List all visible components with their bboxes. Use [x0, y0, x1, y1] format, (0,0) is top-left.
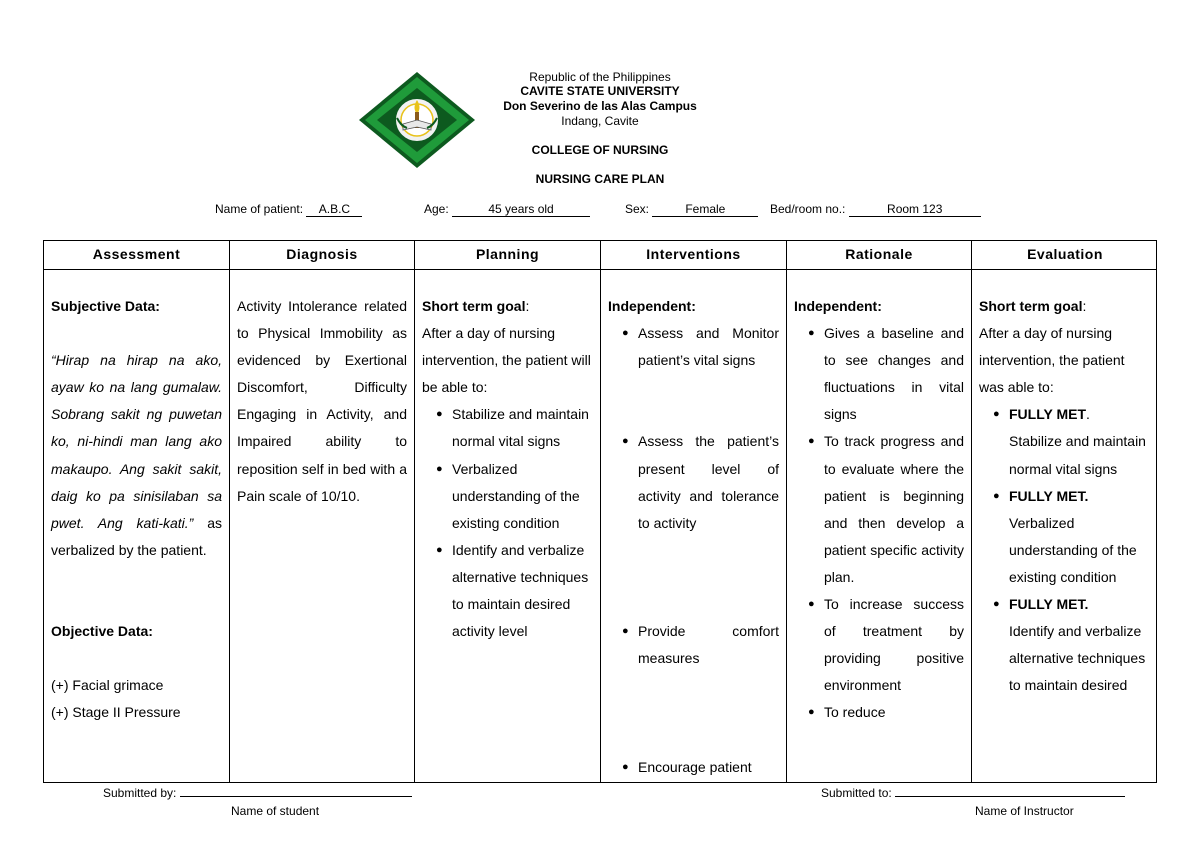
republic-line: Republic of the Philippines [529, 70, 671, 84]
campus-location: Indang, Cavite [561, 114, 639, 128]
header-planning: Planning [475, 246, 540, 262]
list-item: ● To increase success of treatment by providing positive environment [808, 596, 964, 694]
campus-name: Don Severino de las Alas Campus [503, 99, 697, 113]
instructor-signature-line [895, 786, 1125, 797]
student-caption: Name of student [231, 804, 320, 818]
rationale-column [787, 241, 972, 782]
diagnosis-text: Activity Intolerance related to Physical Immobility as evidenced by Exertional Discomfort, Difficulty Engaging in Activity, and Impaired ability to reposition self in bed with a Pain scale of 10/10. [237, 298, 407, 504]
diagnosis-column [230, 241, 415, 782]
submitted-to [821, 786, 1125, 800]
university-name: CAVITE STATE UNIVERSITY [520, 84, 680, 98]
patient-age-value: 45 years old [452, 203, 590, 217]
list-item: ● Stabilize and maintain normal vital signs [436, 406, 589, 450]
patient-sex-field [625, 202, 758, 217]
patient-bed-value: Room 123 [849, 203, 981, 217]
list-item: ● To reduce [808, 704, 886, 721]
evaluation-intro: After a day of nursing intervention, the patient was able to: [979, 325, 1125, 396]
submitted-by-label: Submitted by: [103, 786, 177, 800]
objective-item: (+) Stage II Pressure [51, 704, 181, 721]
list-item: ● To track progress and to evaluate where the patient is beginning and then develop a patient specific activity plan. [808, 433, 964, 585]
header-assessment: Assessment [92, 246, 181, 262]
planning-goal-label: Short term goal [422, 298, 526, 314]
patient-bed-label: Bed/room no.: [770, 202, 846, 216]
planning-intro: After a day of nursing intervention, the patient will be able to: [422, 325, 591, 396]
rationale-label: Independent: [794, 298, 882, 314]
evaluation-cell: Short term goal: After a day of nursing intervention, the patient was able to: ● FULLY MET. Stabilize and maintain normal vital signs ● FULLY MET. Verbalized understanding of the existing condition ● FULLY MET. Identify and verbalize alternative techniques to maintain desired [979, 293, 1151, 699]
subjective-label: Subjective Data: [51, 298, 160, 314]
instructor-caption: Name of Instructor [975, 804, 1074, 818]
patient-age-label: Age: [424, 202, 449, 216]
interventions-label: Independent: [608, 298, 696, 314]
patient-sex-label: Sex: [625, 202, 650, 216]
header-diagnosis: Diagnosis [286, 246, 358, 262]
patient-name-value: A.B.C [306, 203, 362, 217]
list-item: ● Assess the patient’s present level of activity and tolerance to activity [622, 433, 779, 531]
patient-sex-value: Female [652, 203, 758, 217]
interventions-cell [608, 293, 779, 781]
list-item: ● Gives a baseline and to see changes and fluctuations in vital signs [808, 325, 964, 423]
patient-age-field [424, 202, 590, 217]
objective-item: (+) Facial grimace [51, 677, 164, 694]
subjective-quote: “Hirap na hirap na ako, ayaw ko na lang gumalaw. Sobrang sakit ng puwetan ko, ni-hindi man lang ako makaupo. Ang sakit sakit, daig ko pa sinisilaban sa pwet. Ang kati-kati.” as verbalized by the patient. [51, 352, 222, 558]
list-item: ● Provide comfort measures [622, 623, 779, 667]
patient-bed-field [770, 202, 981, 217]
submitted-by [103, 786, 412, 800]
evaluation-column [972, 241, 1157, 782]
status-badge: FULLY MET. [1009, 596, 1089, 613]
planning-column [415, 241, 601, 782]
evaluation-goal-label: Short term goal [979, 298, 1083, 314]
list-item: ● Encourage patient [622, 758, 752, 775]
submitted-to-label: Submitted to: [821, 786, 892, 800]
interventions-column [601, 241, 787, 782]
status-badge: FULLY MET [1009, 406, 1087, 423]
list-item: ● FULLY MET. Verbalized understanding of the existing condition [993, 487, 1137, 585]
list-item: ● Identify and verbalize alternative techniques to maintain desired activity level [436, 541, 589, 640]
header-rationale: Rationale [845, 246, 913, 262]
patient-name-label: Name of patient: [215, 202, 304, 216]
document-title: NURSING CARE PLAN [535, 172, 665, 186]
header-evaluation: Evaluation [1027, 246, 1103, 262]
list-item: ● Assess and Monitor patient’s vital signs [622, 325, 779, 369]
assessment-cell [51, 293, 222, 727]
status-badge: FULLY MET. [1009, 487, 1089, 504]
assessment-column [44, 241, 230, 782]
college-name: COLLEGE OF NURSING [531, 143, 669, 157]
planning-cell: Short term goal: After a day of nursing intervention, the patient will be able to: ● Stabilize and maintain normal vital signs ● Verbalized understanding of the existing condition ● Identify and verbalize alternative techniques to maintain desired activity level [422, 293, 593, 645]
list-item: ● FULLY MET. Identify and verbalize alternative techniques to maintain desired [993, 596, 1146, 694]
student-signature-line [180, 786, 412, 797]
header-interventions: Interventions [646, 246, 741, 262]
rationale-cell [794, 293, 964, 727]
list-item: ● Verbalized understanding of the existing condition [436, 460, 580, 531]
list-item: ● FULLY MET. Stabilize and maintain normal vital signs [993, 406, 1146, 477]
care-plan-table [43, 240, 1157, 783]
patient-name-field [215, 202, 362, 217]
objective-label: Objective Data: [51, 623, 153, 640]
